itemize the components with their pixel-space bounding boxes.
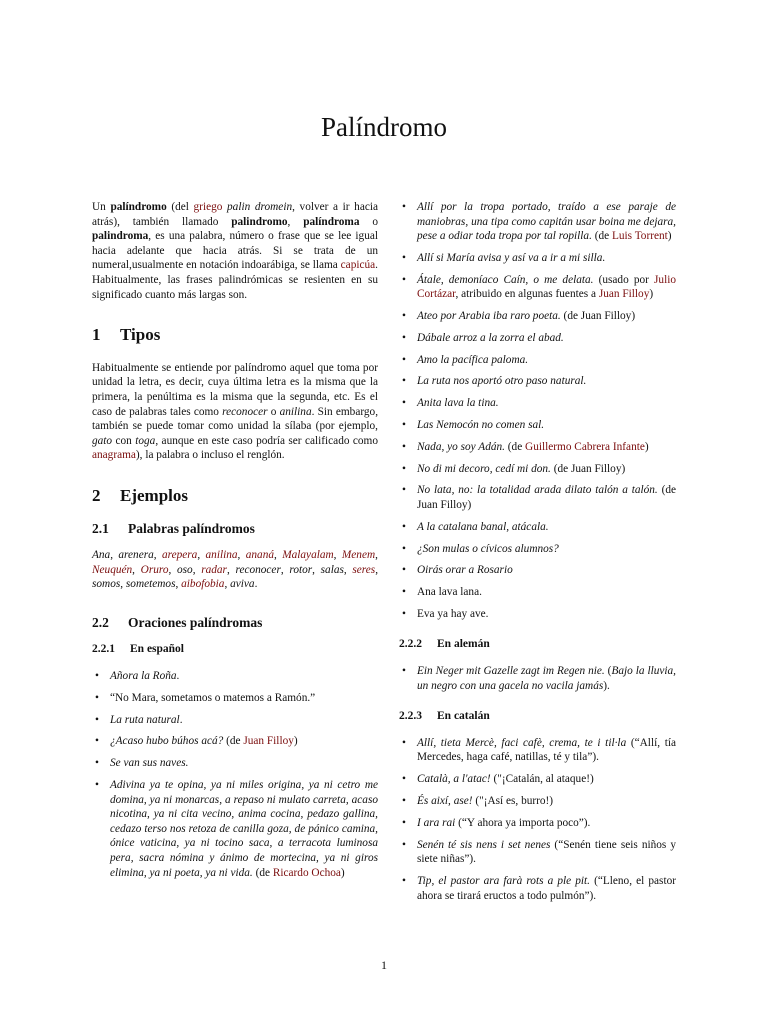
section-2-2-3-heading [399,709,676,724]
text-run: No di mi decoro, cedí mi don. [417,462,551,475]
list-item [399,772,676,787]
text-run: Habitualmente se entiende por palíndromo aquel que toma por unidad la letra, es decir, cuya última letra es la misma que la primera, la penúltima es la misma que la segunda, etc. Es el caso de palabras tales como [92,361,378,418]
text-run: somos [92,578,121,591]
link[interactable]: Menem [341,549,376,562]
text-run: toga [135,434,156,447]
text-run: (“Lleno, el pastor ahora se tirará eructos a todo pulmón”). [417,874,676,902]
section-number: 2.2.2 [399,638,422,651]
text-run: Tip, el pastor ara farà rots a ple pit. [417,874,590,887]
text-run: Ateo por Arabia iba raro poeta. [417,310,561,323]
text-run: , [132,563,141,576]
text-run: con [112,434,136,447]
text-run: (de Juan Filloy) [550,462,626,475]
text-run: Dábale arroz a la zorra el abad. [417,331,564,344]
link[interactable]: Luis Torrent [611,230,668,243]
text-run: , [224,578,231,591]
list-item [399,440,676,455]
text-run: , [375,563,379,576]
link[interactable]: radar [201,563,227,576]
text-run: palindromo [231,215,288,228]
text-run: , [375,549,378,562]
text-run: anilina [279,405,312,418]
link[interactable]: arepera [161,549,198,562]
link[interactable]: Oruro [140,563,169,576]
text-run: arenera [118,549,154,562]
intro-paragraph [92,200,378,302]
list-item [399,736,676,765]
link[interactable]: Ricardo Ochoa [272,866,341,879]
text-run: palíndroma [303,215,360,228]
text-run: reconocer [235,563,281,576]
text-run: (de [223,735,244,748]
left-column [92,200,378,887]
text-run: Senén té sis nens i set nenes [417,838,551,851]
text-run: gato [92,434,113,447]
espanol-list-right [399,200,676,621]
text-run: salas [320,563,344,576]
text-run: , volver a ir hacia atrás), también llamado [92,201,379,228]
list-item [399,874,676,903]
tipos-paragraph [92,361,378,463]
list-item [399,520,676,535]
list-item [399,462,676,477]
list-item [92,691,378,706]
link[interactable]: ananá [245,549,274,562]
link[interactable]: Malayalam [282,549,334,562]
list-item [399,607,676,622]
text-run: , [168,563,178,576]
text-run: ("¡Así es, burro!) [472,795,554,807]
palabras-paragraph [92,548,378,592]
text-run: Ana lava lana. [417,586,482,599]
section-title: Oraciones palíndromas [128,614,263,630]
text-run: palíndromo [110,201,167,213]
section-2-heading [92,485,378,505]
section-number: 2.2 [92,614,109,630]
section-number: 2.2.1 [92,643,115,656]
text-run: o [267,405,280,418]
text-run: Ein Neger mit Gazelle zagt im Regen nie. [417,665,605,678]
section-2-1-heading [92,522,378,537]
section-1-heading [92,325,378,345]
text-run: Allí por la tropa portado, traído a ese paraje de maniobras, una tipa como capitán usar boina me dejara, pese a odiar toda tropa por tal ropilla. [417,201,676,243]
link[interactable]: seres [352,563,376,576]
text-run: . Habitualmente, las frases palindrómicas se resienten en su significado cuanto más largas son. [92,259,378,301]
text-run: , [287,215,304,228]
list-item [399,200,676,244]
list-item [399,794,676,809]
text-run: , [120,578,126,591]
text-run: ). [603,679,610,692]
text-run: , [110,549,119,562]
espanol-list-left [92,669,378,880]
text-run: Se van sus naves. [110,757,189,770]
text-run: . Sin embargo, también se puede tomar como unidad la sílaba (por ejemplo, [92,405,379,433]
link[interactable]: Juan Filloy [243,735,294,748]
text-run: aviva [230,578,255,591]
text-run: (de [591,230,612,243]
text-run: (“Allí, tía Mercedes, haga café, natillas, té y tila”). [417,736,676,764]
list-item [399,331,676,346]
text-run: , [343,563,353,576]
text-run: ¿Son mulas o cívicos alumnos? [417,542,559,555]
link[interactable]: capicúa [340,259,376,272]
section-2-2-heading [92,616,378,631]
text-run: Añora la Roña [110,670,177,683]
text-run: (de [252,866,273,879]
text-run: (usado por [593,273,655,286]
text-run: Eva ya hay ave. [417,607,489,620]
link[interactable]: anilina [205,549,238,562]
section-title: Tipos [120,325,161,345]
text-run: ¿Acaso hubo búhos acá? [110,735,224,748]
text-run: , [333,549,342,562]
text-run: , [153,549,162,562]
text-run: La ruta nos aportó otro paso natural. [417,375,587,388]
text-run: , [226,563,236,576]
text-run: palin dromein [227,201,293,213]
section-2-2-1-heading [92,642,378,657]
text-run: o [359,215,378,228]
list-item [399,563,676,578]
list-item [399,374,676,389]
text-run: És així, ase! [417,795,473,807]
text-run: Bajo la lluvia, un negro con una gacela no vacila jamás [417,665,676,692]
list-item [399,309,676,324]
link[interactable]: Julio Cortázar [417,273,677,301]
link[interactable]: Juan Filloy [598,288,650,301]
list-item [399,396,676,411]
text-run: Átale, demoníaco Caín, o me delata. [417,273,594,286]
text-run: sometemos [125,578,176,591]
text-run: . [176,670,180,683]
list-item [92,734,378,749]
text-run: “No Mara, sometamos o matemos a Ramón.” [110,691,316,704]
text-run: . [254,578,258,591]
list-item [399,542,676,557]
text-run: No lata, no: la totalidad arada dilato talón a talón. [417,484,658,497]
text-run: oso [177,563,193,576]
text-run: , atribuido en algunas fuentes a [455,288,599,301]
list-item [92,756,378,771]
text-run: ( [604,665,612,678]
text-run: Un [92,201,111,213]
section-title: En español [130,643,185,656]
section-number: 1 [92,325,101,345]
link[interactable]: griego [193,201,223,213]
text-run: palindroma [92,230,149,243]
list-item [92,669,378,684]
list-item [399,353,676,368]
text-run: Allí, tieta Mercè, faci cafè, crema, te i til·la [417,736,627,749]
list-item [399,816,676,831]
text-run: , aunque en este caso podría ser calificado como [155,434,378,447]
text-run: Nada, yo soy Adán. [417,440,505,453]
page-number: 1 [381,958,387,972]
text-run: ) [649,288,654,301]
section-title: En catalán [437,710,490,723]
text-run: Ana [92,549,111,562]
text-run: reconocer [222,405,268,418]
text-run: , [175,578,182,591]
text-run: Anita lava la tina. [417,397,499,410]
list-item [399,838,676,867]
text-run: ) [644,440,649,453]
text-run: A la catalana banal, atácala. [417,520,549,533]
section-number: 2.2.3 [399,710,422,723]
text-run: ) [667,230,672,243]
text-run: (de Juan Filloy) [560,310,636,323]
text-run: (“Senén tiene seis niños y siete niñas”). [417,838,676,866]
text-run: I ara rai [417,816,456,829]
link[interactable]: Guillermo Cabrera Infante [525,440,645,453]
list-item [399,483,676,512]
text-run: , es una palabra, número o frase que se lee igual hacia adelante que hacia atrás. Si se trata de un numeral,usualmente en notación indoarábiga, se llama [92,230,378,272]
text-run: . [179,713,183,726]
text-run: (“Y ahora ya importa poco”). [455,816,591,829]
text-run: ) [293,735,298,748]
section-2-2-2-heading [399,637,676,652]
text-run: (de Juan Filloy) [417,484,676,511]
text-run: (de [504,440,526,453]
text-run: Català, a l'atac! [417,773,491,786]
list-item [399,418,676,433]
list-item [92,713,378,728]
text-run: , [312,563,321,576]
list-item [399,664,676,693]
link[interactable]: aibofobia [181,578,225,591]
section-title: Palabras palíndromos [128,520,255,536]
list-item [399,251,676,266]
list-item [399,585,676,600]
text-run: , [274,549,283,562]
text-run: , [192,563,202,576]
section-title: Ejemplos [120,485,188,505]
text-run: Las Nemocón no comen sal. [417,419,545,432]
catalan-list [399,736,676,903]
text-run: , [237,549,246,562]
text-run: Amo la pacífica paloma. [417,353,529,366]
right-column [399,200,676,910]
section-number: 2 [92,485,101,505]
link[interactable]: Neuquén [92,563,133,576]
list-item [399,273,676,302]
section-number: 2.1 [92,520,109,536]
text-run: Adivina ya te opina, ya ni miles origina, ya ni cetro me domina, ya ni monarcas, a repaso ni mulato carreta, acaso nicotina, ya ni cita vecino, anima cocina, pedazo gallina, cedazo terso nos retoza de canilla goza, de pánico camina, ónice vaticina, ya ni tocino saca, a terracota luminosa pera, sacra nómina y ánimo de mortecina, ya ni giros elimina, ya ni poeta, ya ni vida. [110,778,378,879]
text-run: rotor [289,563,313,576]
aleman-list [399,664,676,693]
text-run: ("¡Catalán, al ataque!) [490,773,594,786]
text-run: ), la palabra o incluso el renglón. [135,449,285,462]
text-run: Allí si María avisa y así va a ir a mi silla. [417,251,606,264]
text-run: (del [166,201,194,213]
text-run: ) [340,866,345,879]
text-run: , [197,549,206,562]
text-run: La ruta natural [110,713,180,726]
list-item [92,778,378,880]
link[interactable]: anagrama [92,449,136,462]
text-run: , [280,563,290,576]
text-run: Oirás orar a Rosario [417,564,513,577]
page-title: Palíndromo [321,112,447,142]
section-title: En alemán [437,638,490,651]
